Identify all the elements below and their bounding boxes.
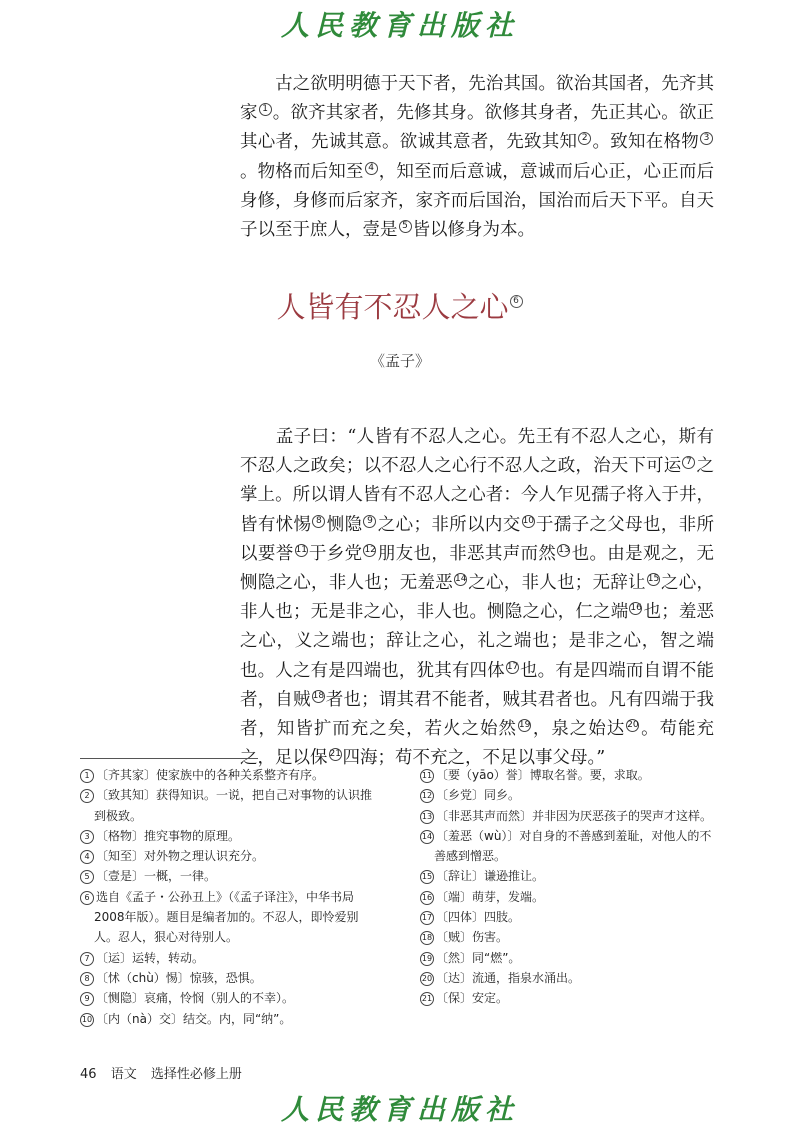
- footnote-item: [80, 887, 380, 948]
- section-title-text: 人皆有不忍人之心: [276, 290, 509, 324]
- footnote-text: 〔要（yāo）誉〕博取名誉。要，求取。: [436, 768, 650, 782]
- footnote-marker[interactable]: 15: [647, 574, 660, 585]
- footnote-marker[interactable]: 4: [365, 162, 378, 175]
- footnote-number: 14: [420, 830, 434, 844]
- footnote-marker[interactable]: 9: [363, 515, 376, 528]
- footnote-marker[interactable]: 19: [518, 720, 531, 731]
- footnotes-left-column: [80, 765, 380, 1029]
- footnote-item: [420, 866, 720, 886]
- footnote-marker[interactable]: 14: [455, 574, 467, 585]
- footnote-number: 20: [420, 972, 434, 986]
- footnote-item: [420, 785, 720, 805]
- text-segment: 皆以修身为本。: [412, 220, 535, 241]
- text-segment: 之心，非人也；无辞让: [468, 573, 646, 594]
- footnote-text: 〔壹是〕一概，一律。: [96, 869, 217, 884]
- footnote-text: 〔恻隐〕哀痛，怜悯（别人的不幸）。: [96, 991, 295, 1006]
- footnote-text: 〔达〕流通，指泉水涌出。: [436, 970, 581, 985]
- footnote-number: 21: [420, 992, 434, 1006]
- footnote-text: 〔内（nà）交〕结交。内，同“纳”。: [96, 1011, 292, 1026]
- footnote-number: 7: [80, 952, 94, 966]
- footnote-marker[interactable]: 18: [312, 690, 325, 701]
- footnote-item: [420, 765, 720, 785]
- text-segment: 。物格而后知至: [240, 161, 364, 182]
- footnote-text: 〔四体〕四肢。: [436, 910, 521, 925]
- footnote-text: 〔乡党〕同乡。: [436, 788, 521, 803]
- footnote-number: 16: [420, 891, 434, 905]
- footnote-text: 〔贼〕伤害。: [436, 930, 509, 945]
- footnote-marker[interactable]: 5: [399, 220, 412, 233]
- footnote-text: 〔致其知〕获得知识。一说，把自己对事物的认识推到极致。: [94, 788, 373, 823]
- footnote-marker[interactable]: 20: [627, 720, 639, 731]
- footnote-item: [80, 988, 380, 1008]
- footnote-marker[interactable]: 6: [510, 295, 523, 308]
- text-segment: 。苟能充之，足以保: [240, 719, 715, 769]
- footnote-number: 12: [420, 789, 434, 803]
- footnote-text: 〔然〕同“燃”。: [436, 950, 521, 965]
- footnote-marker[interactable]: 8: [312, 515, 325, 528]
- footnote-item: [420, 968, 720, 988]
- footnote-number: 9: [80, 992, 94, 1006]
- text-segment: 也。有是四端而自谓不能者，自贼: [240, 660, 715, 710]
- footnote-item: [420, 907, 720, 927]
- footnote-number: 19: [420, 952, 434, 966]
- passage-daxue: [240, 70, 714, 245]
- footnote-text: 〔辞让〕谦逊推让。: [436, 869, 545, 884]
- footnote-item: [80, 948, 380, 968]
- footer-subject: 语文: [110, 1067, 137, 1082]
- footnote-item: [80, 846, 380, 866]
- footnote-text: 〔运〕运转，转动。: [96, 950, 205, 965]
- footnote-text: 〔怵（chù）惕〕惊骇，恐惧。: [96, 970, 262, 985]
- text-segment: 之心，非人也；无是非之心，非人也。恻隐之心，仁之端: [240, 573, 714, 623]
- footnote-item: [420, 826, 720, 867]
- text-segment: 孟子曰：“人皆有不忍人之心。先王有不忍人之心，斯有不忍人之政矣；以不忍人之心行不忍人之政，治天下可运: [240, 427, 714, 477]
- text-segment: 恻隐: [326, 514, 363, 535]
- footnote-text: 〔齐其家〕使家族中的各种关系整齐有序。: [96, 768, 325, 782]
- text-segment: 之掌上。所以谓人皆有不忍人之心者：今人乍见孺子将入于井，皆有怵惕: [240, 456, 715, 535]
- footnote-marker[interactable]: 11: [295, 544, 307, 555]
- footnote-text: 〔端〕萌芽，发端。: [436, 889, 545, 904]
- section-source: 《孟子》: [369, 352, 430, 370]
- footnote-number: 17: [420, 911, 434, 925]
- footnote-number: 1: [80, 769, 94, 783]
- text-segment: 四海；苟不充之，不足以事父母。”: [342, 748, 606, 769]
- footnote-marker[interactable]: 1: [259, 103, 272, 116]
- footnote-marker[interactable]: 10: [522, 515, 535, 526]
- footnote-text: 〔格物〕推究事物的原理。: [96, 828, 241, 843]
- footnote-marker[interactable]: 2: [578, 132, 591, 145]
- section-title: [0, 285, 800, 326]
- footnote-number: 4: [80, 850, 94, 864]
- publisher-logo-top: 人民教育出版社: [280, 9, 519, 42]
- footnote-item: [80, 765, 380, 785]
- footnote-item: [80, 968, 380, 988]
- footnote-number: 8: [80, 972, 94, 986]
- footnote-marker[interactable]: 12: [364, 544, 376, 555]
- page-footer: [80, 1063, 252, 1082]
- footnote-number: 3: [80, 830, 94, 844]
- passage-mengzi: [240, 423, 714, 773]
- footnotes-right-column: [420, 765, 720, 1009]
- footnote-text: 〔羞恶（wù）〕对自身的不善感到羞耻，对他人的不善感到憎恶。: [434, 828, 712, 864]
- footnote-text: 〔知至〕对外物之理认识充分。: [96, 849, 265, 864]
- footer-book: 选择性必修上册: [150, 1067, 242, 1082]
- footnote-number: 6: [80, 891, 94, 905]
- footnote-text: 选自《孟子・公孙丑上》（《孟子译注》，中华书局2008年版）。题目是编者加的。不忍人，即怜爱别人。忍人，狠心对待别人。: [94, 889, 359, 945]
- footnote-item: [80, 826, 380, 846]
- footnote-divider: [80, 758, 258, 759]
- footnote-item: [80, 866, 380, 886]
- footnote-item: [420, 887, 720, 907]
- footnote-marker[interactable]: 3: [700, 132, 713, 145]
- footnote-number: 10: [80, 1013, 94, 1027]
- text-segment: 也；羞恶之心，义之端也；辞让之心，礼之端也；是非之心，智之端也。人之有是四端也，犹其有四体: [240, 602, 715, 681]
- footnote-item: [420, 988, 720, 1008]
- footnote-text: 〔非恶其声而然〕并非因为厌恶孩子的哭声才这样。: [436, 808, 713, 823]
- footnote-marker[interactable]: 13: [558, 544, 570, 555]
- text-segment: 于孺子之父母也，非所以要誉: [240, 514, 715, 564]
- footnote-marker[interactable]: 17: [506, 661, 519, 672]
- footnote-number: 11: [420, 769, 434, 783]
- footnote-number: 13: [420, 810, 434, 824]
- text-segment: 者也；谓其君不能者，贼其君者也。凡有四端于我者，知皆扩而充之矣，若火之始然: [240, 689, 715, 740]
- text-segment: 古之欲明明德于天下者，先治其国。欲治其国者，先齐其家: [240, 74, 714, 124]
- footnote-item: [80, 785, 380, 826]
- text-segment: 之心；非所以内交: [377, 514, 521, 535]
- text-segment: ，知至而后意诚，意诚而后心正，心正而后身修，身修而后家齐，家齐而后国治，国治而后天下平。自天子以至于庶人，壹是: [240, 161, 714, 241]
- footnote-marker[interactable]: 21: [329, 749, 341, 760]
- publisher-logo-bottom: 人民教育出版社: [280, 1093, 519, 1126]
- footnote-item: [420, 948, 720, 968]
- footnote-item: [420, 806, 720, 826]
- text-segment: 朋友也，非恶其声而然: [377, 543, 557, 564]
- text-segment: ，泉之始达: [531, 719, 626, 740]
- footnote-marker[interactable]: 7: [682, 456, 695, 469]
- page-number: 46: [80, 1067, 97, 1082]
- footnote-item: [420, 927, 720, 947]
- footnote-number: 2: [80, 789, 94, 803]
- footnote-number: 5: [80, 870, 94, 884]
- text-segment: 。致知在格物: [592, 132, 699, 153]
- text-segment: 。欲齐其家者，先修其身。欲修其身者，先正其心。欲正其心者，先诚其意。欲诚其意者，先致其知: [240, 103, 715, 153]
- footnote-text: 〔保〕安定。: [436, 991, 509, 1006]
- footnote-number: 15: [420, 870, 434, 884]
- footnote-marker[interactable]: 16: [630, 603, 642, 614]
- footnote-item: [80, 1009, 380, 1029]
- text-segment: 于乡党: [308, 543, 363, 564]
- text-segment: 也。由是观之，无恻隐之心，非人也；无羞恶: [240, 543, 715, 594]
- footnote-number: 18: [420, 931, 434, 945]
